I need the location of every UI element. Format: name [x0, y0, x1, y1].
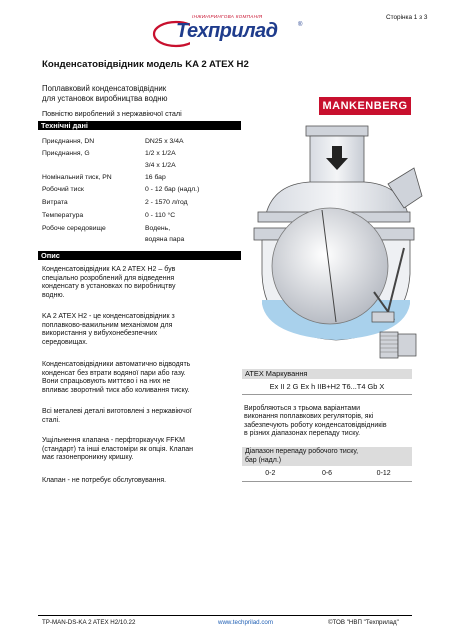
pressure-range-value: 0-6: [321, 470, 333, 478]
spec-label: Робочий тиск: [42, 186, 84, 193]
pressure-range-header: [242, 447, 412, 466]
atex-table: [242, 369, 412, 395]
description-paragraph: [42, 361, 242, 395]
spec-value: Водень,: [145, 225, 171, 232]
subtitle: [42, 84, 167, 104]
paragraph-line: Клапан - не потребує обслуговування.: [42, 477, 167, 484]
paragraph-line: впливає зворотний тиск або коливання тиску.: [42, 386, 190, 394]
paragraph-line: має газонепроникну кришку.: [42, 454, 134, 462]
paragraph-line: середовищах.: [42, 338, 88, 346]
variants-line: Виробляються з трьома варіантами: [244, 405, 361, 412]
description-paragraph: [42, 266, 242, 300]
spec-value: 0 - 110 °C: [145, 212, 176, 219]
brand-logo: MANKENBERG: [319, 97, 411, 115]
description-paragraph: [42, 437, 242, 463]
paragraph-line: конденсату в установках по виробництву: [42, 283, 176, 291]
spec-value: 3/4 x 1/2A: [145, 162, 176, 169]
logo-text: Техприлад: [176, 20, 278, 42]
footer-website[interactable]: www.techprilad.com: [218, 619, 274, 626]
paragraph-line: Ущільнення клапана - перфторкаучук FFKM: [42, 437, 186, 444]
subtitle-line: для установок виробництва водню: [42, 94, 168, 103]
paragraph-line: KA 2 ATEX H2 - це конденсатовідвідник з: [42, 313, 175, 320]
spec-label: Температура: [42, 212, 84, 219]
logo-registered: ®: [298, 22, 303, 28]
atex-value: Ex II 2 G Ex h IIB+H2 T6...T4 Gb X: [269, 382, 385, 391]
paragraph-line: використання у вибухонебезпечних: [42, 330, 158, 338]
spec-label: Витрата: [42, 199, 68, 206]
tech-data-header: Технічні дані: [38, 121, 241, 130]
spec-label: Робоче середовище: [42, 225, 106, 232]
paragraph-line: Вони спрацьовують миттєво і на них не: [42, 378, 171, 386]
pressure-range-value: 0-12: [376, 470, 391, 478]
description-header: Опис: [38, 251, 241, 260]
footer-doc-code: TP-MAN-DS-KA 2 ATEX H2/10.22: [42, 619, 136, 626]
spec-value: водяна пара: [145, 236, 185, 243]
footer-copyright: ©ТОВ "НВП "Техприлад": [328, 619, 399, 626]
subtitle-line: Поплавковий конденсатовідвідник: [42, 84, 167, 93]
product-title: Конденсатовідвідник модель KA 2 ATEX H2: [42, 59, 249, 70]
variants-text: [244, 405, 424, 439]
spec-row: [42, 225, 242, 233]
spec-label: Приєднання, G: [42, 150, 90, 157]
logo-tagline: ІНЖИНІРИНГОВА КОМПАНІЯ: [192, 14, 263, 19]
description-paragraph: [42, 477, 242, 486]
paragraph-line: (стандарт) та інші еластоміри як опція. Клапан: [42, 445, 194, 453]
paragraph-line: спеціально розроблений для відведення: [42, 274, 175, 282]
description-paragraph: [42, 408, 242, 425]
pressure-range-table: [242, 447, 412, 482]
footer-rule: [38, 615, 412, 616]
spec-row: [42, 199, 242, 207]
atex-header: ATEX Маркування: [242, 369, 412, 379]
company-logo: [150, 12, 310, 52]
spec-row: [42, 174, 242, 182]
steam-trap-illustration-icon: [244, 124, 424, 374]
spec-value: 0 - 12 бар (надл.): [145, 186, 200, 193]
paragraph-line: водню.: [42, 291, 65, 299]
pressure-range-value: 0-2: [265, 470, 276, 478]
spec-value: DN25 x 3/4A: [145, 138, 184, 145]
paragraph-line: сталі.: [42, 416, 61, 424]
paragraph-line: Конденсатовідвідник KA 2 ATEX H2 – був: [42, 266, 176, 273]
spec-value: 2 - 1570 л/год: [145, 199, 188, 206]
variants-line: забезпечують роботу конденсатовідвідників: [244, 421, 387, 429]
page-counter: Сторінка 1 з 3: [386, 14, 428, 21]
paragraph-line: поплавково-важильним механізмом для: [42, 321, 173, 329]
spec-label: Приєднання, DN: [42, 138, 95, 145]
spec-value: 16 бар: [145, 174, 166, 181]
material-note: Повністю вироблений з нержавіючої сталі: [42, 109, 182, 118]
spec-label: Номінальний тиск, PN: [42, 174, 112, 181]
pressure-header-line: бар (надл.): [245, 456, 282, 464]
paragraph-line: Всі металеві деталі виготовлені з нержавіючої: [42, 408, 192, 415]
spec-row: [42, 138, 242, 146]
variants-line: в різних діапазонах перепаду тиску.: [244, 430, 361, 438]
spec-value: 1/2 x 1/2A: [145, 150, 176, 157]
pressure-header-line: Діапазон перепаду робочого тиску,: [245, 448, 359, 455]
paragraph-line: конденсат без втрати водяної пари або газу.: [42, 369, 186, 377]
pressure-range-row: [242, 469, 412, 478]
spec-row: [42, 150, 242, 158]
paragraph-line: Конденсатовідвідники автоматично відводять: [42, 361, 191, 368]
variants-line: виконання поплавкових регуляторів, які: [244, 413, 374, 421]
spec-row: [42, 186, 242, 194]
description-paragraph: [42, 313, 242, 347]
spec-row: [42, 212, 242, 220]
